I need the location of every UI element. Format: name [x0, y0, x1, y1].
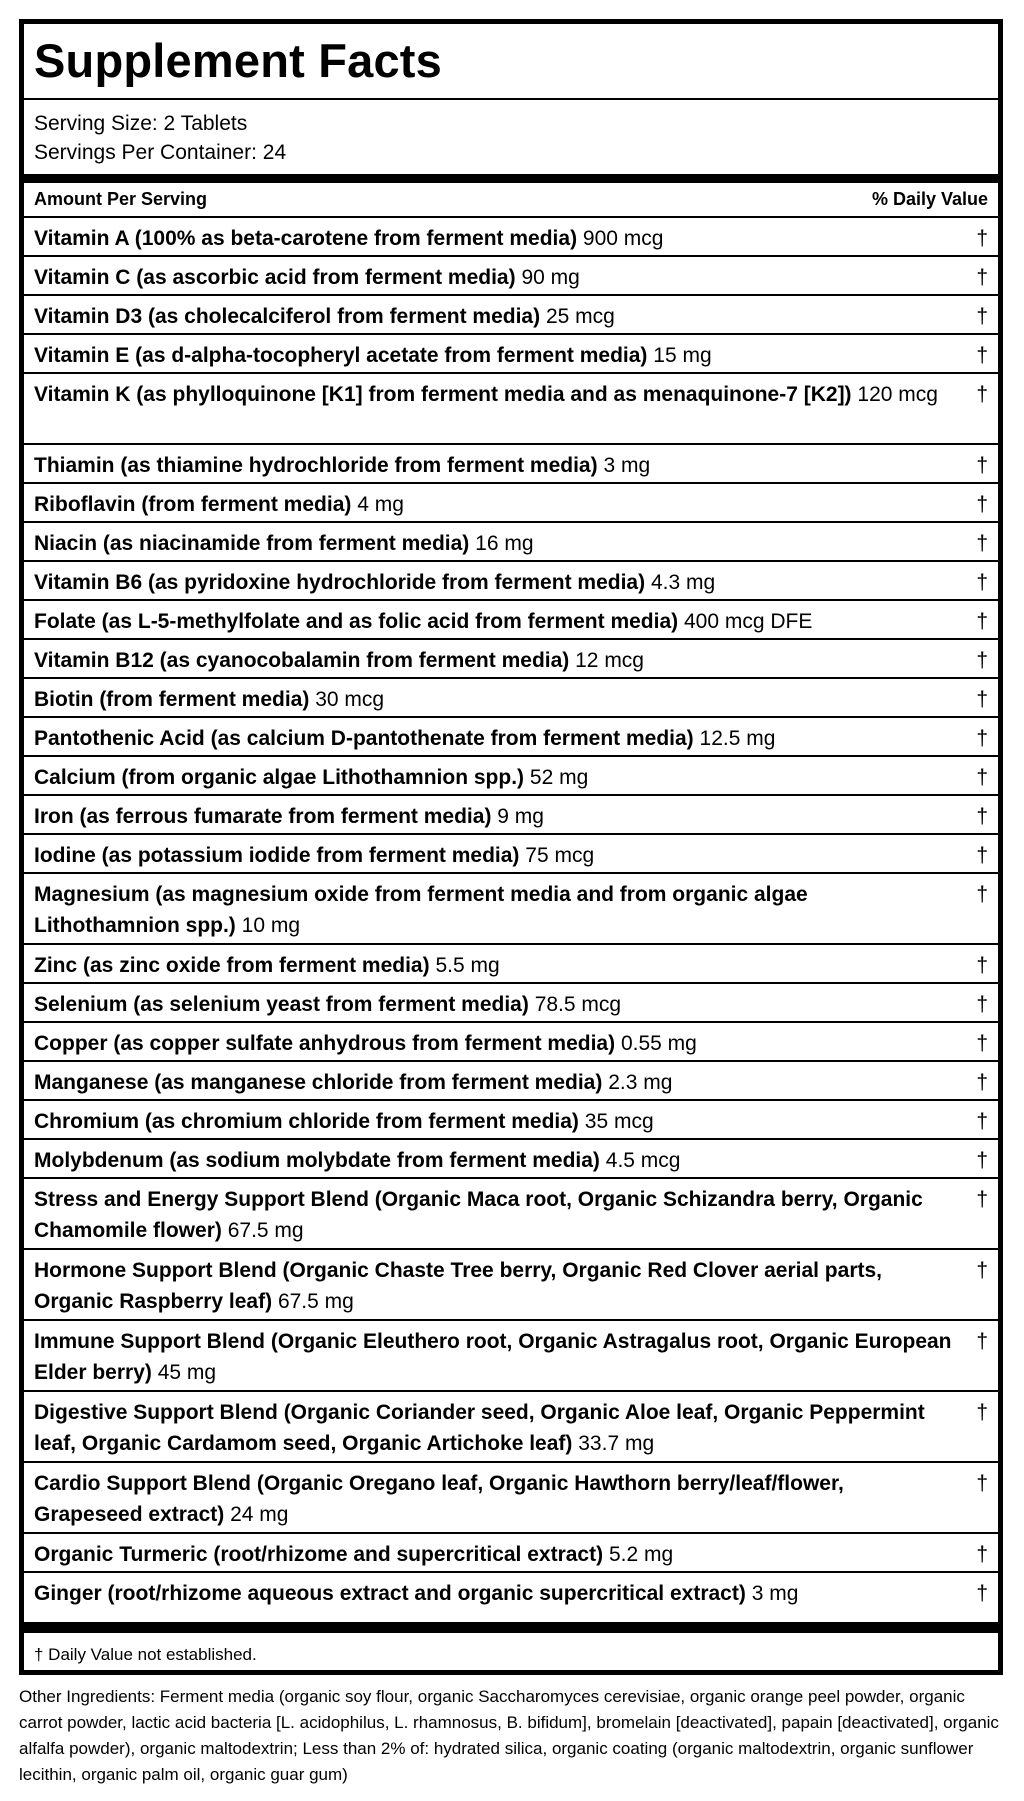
daily-value-dagger: †	[976, 227, 988, 250]
daily-value-footnote: † Daily Value not established.	[34, 1645, 257, 1664]
nutrient-amount: 120 mcg	[857, 383, 938, 406]
nutrient-row	[24, 294, 998, 333]
nutrient-text	[34, 1106, 968, 1137]
nutrient-text	[34, 379, 968, 410]
nutrient-row	[24, 1571, 998, 1610]
daily-value-dagger: †	[976, 1110, 988, 1133]
serving-info	[24, 100, 998, 174]
nutrient-amount: 3 mg	[751, 1582, 799, 1605]
nutrient-row	[24, 1532, 998, 1571]
daily-value-dagger: †	[976, 993, 988, 1016]
daily-value-dagger: †	[976, 805, 988, 828]
nutrient-amount: 78.5 mcg	[534, 993, 622, 1016]
nutrient-row	[24, 333, 998, 372]
nutrient-text	[34, 879, 968, 941]
nutrient-amount: 52 mg	[529, 766, 589, 789]
column-header-row	[24, 183, 998, 216]
nutrient-name: Copper (as copper sulfate anhydrous from ferment media)	[34, 1032, 616, 1055]
nutrient-name: Ginger (root/rhizome aqueous extract and organic supercritical extract)	[34, 1582, 746, 1605]
nutrient-amount: 4.3 mg	[650, 571, 716, 594]
nutrient-row	[24, 599, 998, 638]
daily-value-dagger: †	[976, 1401, 988, 1424]
nutrient-text	[34, 762, 968, 793]
nutrient-text	[34, 1397, 968, 1459]
thick-divider	[24, 174, 998, 183]
daily-value-dagger: †	[976, 1259, 988, 1282]
nutrient-amount: 33.7 mg	[578, 1432, 655, 1455]
nutrient-name: Folate (as L-5-methylfolate and as folic acid from ferment media)	[34, 610, 679, 633]
nutrient-row	[24, 982, 998, 1021]
nutrient-row	[24, 1319, 998, 1390]
nutrient-row	[24, 1177, 998, 1248]
nutrient-name: Immune Support Blend (Organic Eleuthero root, Organic Astragalus root, Organic European Elder berry)	[34, 1330, 952, 1384]
daily-value-dagger: †	[976, 1582, 988, 1605]
nutrient-name: Vitamin B6 (as pyridoxine hydrochloride from ferment media)	[34, 571, 646, 594]
nutrient-row	[24, 1390, 998, 1461]
nutrient-text	[34, 1539, 968, 1570]
nutrient-amount: 30 mcg	[315, 688, 385, 711]
nutrient-amount: 45 mg	[157, 1361, 217, 1384]
nutrient-text	[34, 1145, 968, 1176]
daily-value-dagger: †	[976, 493, 988, 516]
daily-value-dagger: †	[976, 266, 988, 289]
nutrient-amount: 10 mg	[241, 914, 301, 937]
nutrient-amount: 35 mcg	[584, 1110, 654, 1133]
nutrient-text	[34, 262, 968, 293]
nutrient-text	[34, 1028, 968, 1059]
daily-value-dagger: †	[976, 727, 988, 750]
nutrient-amount: 4 mg	[357, 493, 404, 516]
daily-value-dagger: †	[976, 1032, 988, 1055]
nutrient-name: Zinc (as zinc oxide from ferment media)	[34, 954, 430, 977]
nutrient-row	[24, 638, 998, 677]
nutrient-name: Iodine (as potassium iodide from ferment media)	[34, 844, 520, 867]
nutrient-row	[24, 872, 998, 943]
nutrient-name: Vitamin A (100% as beta-carotene from ferment media)	[34, 227, 578, 250]
nutrient-amount: 67.5 mg	[227, 1219, 304, 1242]
daily-value-dagger: †	[976, 610, 988, 633]
nutrient-amount: 12 mcg	[575, 649, 644, 672]
nutrient-row	[24, 1021, 998, 1060]
nutrient-row	[24, 372, 998, 443]
nutrient-amount: 90 mg	[521, 266, 580, 289]
daily-value-dagger: †	[976, 954, 988, 977]
daily-value-dagger: †	[976, 844, 988, 867]
nutrient-name: Iron (as ferrous fumarate from ferment media)	[34, 805, 492, 828]
nutrient-row	[24, 482, 998, 521]
nutrient-name: Riboflavin (from ferment media)	[34, 493, 352, 516]
nutrient-name: Hormone Support Blend (Organic Chaste Tree berry, Organic Red Clover aerial parts, Organic Raspberry leaf)	[34, 1259, 882, 1313]
nutrient-name: Magnesium (as magnesium oxide from ferment media and from organic algae Lithothamnion spp.)	[34, 883, 808, 937]
nutrient-row	[24, 1248, 998, 1319]
daily-value-dagger: †	[976, 344, 988, 367]
nutrient-name: Molybdenum (as sodium molybdate from ferment media)	[34, 1149, 600, 1172]
nutrient-name: Manganese (as manganese chloride from ferment media)	[34, 1071, 603, 1094]
daily-value-dagger: †	[976, 1543, 988, 1566]
nutrient-name: Niacin (as niacinamide from ferment media)	[34, 532, 470, 555]
nutrient-text	[34, 684, 968, 715]
nutrient-amount: 15 mg	[653, 344, 712, 367]
nutrient-text	[34, 950, 968, 981]
nutrient-name: Vitamin B12 (as cyanocobalamin from ferment media)	[34, 649, 570, 672]
nutrient-row	[24, 216, 998, 255]
nutrient-row	[24, 443, 998, 482]
nutrient-amount: 24 mg	[230, 1503, 289, 1526]
nutrient-text	[34, 528, 968, 559]
nutrient-name: Digestive Support Blend (Organic Coriander seed, Organic Aloe leaf, Organic Peppermint leaf, Organic Cardamom seed, Organic Artichoke leaf)	[34, 1401, 925, 1455]
nutrient-name: Stress and Energy Support Blend (Organic Maca root, Organic Schizandra berry, Organic Chamomile flower)	[34, 1188, 923, 1242]
nutrient-text	[34, 1326, 968, 1388]
nutrient-name: Calcium (from organic algae Lithothamnion spp.)	[34, 766, 525, 789]
nutrient-row	[24, 521, 998, 560]
nutrient-name: Vitamin K (as phylloquinone [K1] from ferment media and as menaquinone-7 [K2])	[34, 383, 852, 406]
nutrient-row	[24, 560, 998, 599]
daily-value-dagger: †	[976, 305, 988, 328]
nutrient-text	[34, 1578, 968, 1609]
nutrient-text	[34, 1468, 968, 1530]
nutrient-row	[24, 833, 998, 872]
daily-value-dagger: †	[976, 1149, 988, 1172]
nutrient-text	[34, 1255, 968, 1317]
nutrient-text	[34, 840, 968, 871]
daily-value-dagger: †	[976, 454, 988, 477]
nutrient-amount: 12.5 mg	[699, 727, 776, 750]
daily-value-dagger: †	[976, 883, 988, 906]
nutrient-name: Pantothenic Acid (as calcium D-pantothenate from ferment media)	[34, 727, 694, 750]
nutrient-text	[34, 801, 968, 832]
nutrient-row	[24, 943, 998, 982]
nutrient-text	[34, 567, 968, 598]
daily-value-label: % Daily Value	[871, 189, 988, 209]
nutrient-text	[34, 989, 968, 1020]
daily-value-dagger: †	[976, 383, 988, 406]
nutrient-name: Selenium (as selenium yeast from ferment media)	[34, 993, 529, 1016]
nutrient-row	[24, 1138, 998, 1177]
nutrient-row	[24, 716, 998, 755]
daily-value-dagger: †	[976, 1330, 988, 1353]
nutrient-text	[34, 301, 968, 332]
nutrient-name: Vitamin D3 (as cholecalciferol from ferment media)	[34, 305, 541, 328]
daily-value-dagger: †	[976, 1188, 988, 1211]
nutrient-amount: 900 mcg	[582, 227, 664, 250]
supplement-facts-panel	[19, 19, 1003, 1675]
nutrient-amount: 9 mg	[497, 805, 544, 828]
nutrient-row	[24, 755, 998, 794]
nutrient-text	[34, 606, 968, 637]
nutrient-amount: 0.55 mg	[620, 1032, 697, 1055]
nutrient-amount: 3 mg	[603, 454, 651, 477]
daily-value-dagger: †	[976, 649, 988, 672]
nutrient-row	[24, 677, 998, 716]
nutrient-text	[34, 340, 968, 371]
nutrient-text	[34, 645, 968, 676]
nutrient-name: Cardio Support Blend (Organic Oregano leaf, Organic Hawthorn berry/leaf/flower, Grapeseed extract)	[34, 1472, 844, 1526]
nutrient-amount: 2.3 mg	[608, 1071, 673, 1094]
nutrient-name: Organic Turmeric (root/rhizome and supercritical extract)	[34, 1543, 604, 1566]
serving-size: Serving Size: 2 Tablets	[34, 112, 248, 135]
nutrient-name: Vitamin E (as d-alpha-tocopheryl acetate from ferment media)	[34, 344, 648, 367]
nutrient-name: Biotin (from ferment media)	[34, 688, 310, 711]
nutrient-amount: 75 mcg	[525, 844, 595, 867]
daily-value-dagger: †	[976, 1472, 988, 1495]
nutrient-text	[34, 723, 968, 754]
nutrient-row	[24, 1461, 998, 1532]
daily-value-dagger: †	[976, 1071, 988, 1094]
nutrient-name: Vitamin C (as ascorbic acid from ferment media)	[34, 266, 516, 289]
nutrient-amount: 67.5 mg	[277, 1290, 354, 1313]
nutrient-amount: 400 mcg DFE	[683, 610, 813, 633]
nutrient-amount: 5.5 mg	[435, 954, 500, 977]
daily-value-dagger: †	[976, 766, 988, 789]
nutrient-row	[24, 794, 998, 833]
nutrient-text	[34, 450, 968, 481]
nutrient-row	[24, 1099, 998, 1138]
nutrient-text	[34, 1067, 968, 1098]
thick-divider-bottom	[24, 1622, 998, 1633]
daily-value-dagger: †	[976, 688, 988, 711]
other-ingredients: Other Ingredients: Ferment media (organic soy flour, organic Saccharomyces cerevisiae, organic orange peel powder, organic carrot powder, lactic acid bacteria [L. acidophilus, L. rhamnosus, B. bifidum], bromelain [deactivated], papain [deactivated], organic alfalfa powder), organic maltodextrin; Less than 2% of: hydrated silica, organic coating (organic maltodextrin, organic sunflower lecithin, organic palm oil, organic guar gum)	[19, 1687, 999, 1784]
nutrient-amount: 5.2 mg	[608, 1543, 674, 1566]
nutrient-text	[34, 1184, 968, 1246]
nutrient-text	[34, 489, 968, 520]
panel-title: Supplement Facts	[24, 24, 998, 100]
daily-value-dagger: †	[976, 532, 988, 555]
nutrient-amount: 16 mg	[475, 532, 534, 555]
nutrient-row	[24, 1060, 998, 1099]
nutrient-name: Thiamin (as thiamine hydrochloride from ferment media)	[34, 454, 598, 477]
amount-per-serving-label: Amount Per Serving	[34, 189, 208, 209]
daily-value-dagger: †	[976, 571, 988, 594]
nutrient-name: Chromium (as chromium chloride from ferment media)	[34, 1110, 579, 1133]
servings-per-container: Servings Per Container: 24	[34, 141, 287, 164]
nutrient-row	[24, 255, 998, 294]
nutrient-amount: 25 mcg	[545, 305, 615, 328]
nutrient-text	[34, 223, 968, 254]
nutrient-rows	[24, 216, 998, 1610]
nutrient-amount: 4.5 mcg	[605, 1149, 681, 1172]
